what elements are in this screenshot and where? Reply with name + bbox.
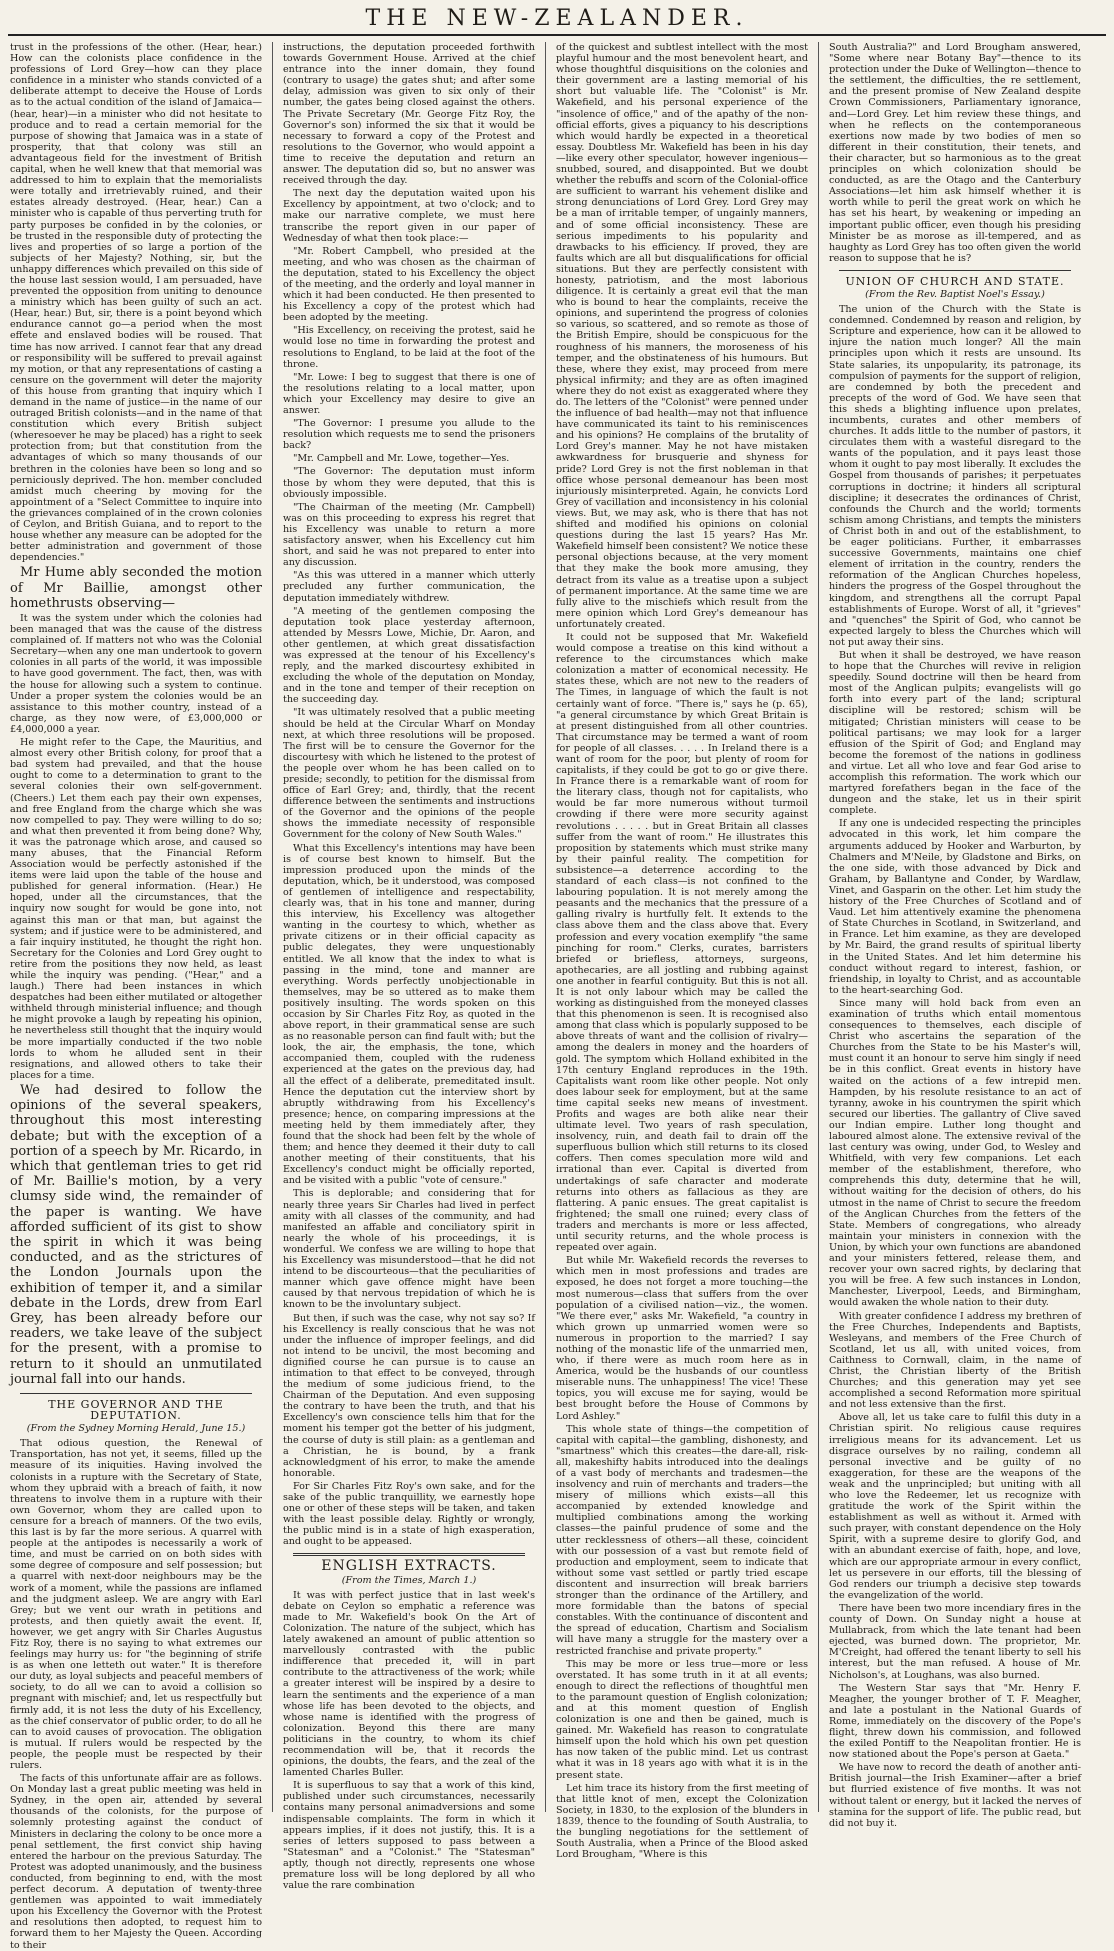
article-paragraph: The union of the Church with the State is condemned. Condemned by reason and religion, by Scripture and experience, how can it be allowed to injure the nation much longer? All the main principles upon which it rests are unsound. Its State salaries, its unpopularity, its patronage, its compulsion of payments for the support of religion, are condemned by both the precedent and precepts of the word of God. We have seen that this sheds a blighting influence upon prelates, incumbents, curates and other members of churches. It adds little to the number of pastors, it circulates them with a wasteful disregard to the wants of the population, and it pays least those whom it ought to pay most liberally. It excludes the Gospel from thousands of parishes; it perpetuates corruptions in doctrine; it hinders all scriptural discipline; it desecrates the ordinances of Christ, confounds the Church and the world; torments schism among Christians, and tempts the ministers of Christ both in and out of the establishment, to be eager politicians. Further, it embarrasses successive Governments, maintains one chief element of irritation in the country, renders the reformation of the Anglican Churches hopeless, hinders the progress of the Gospel throughout the kingdom, and strengthens all the corrupt Papal establishments of Europe. Worst of all, it "grieves" and "quenches" the Spirit of God, who cannot be expected largely to bless the Churches which will not put away their sins. — [829, 304, 1081, 648]
article-heading: THE GOVERNOR AND THE DEPUTATION. — [48, 1398, 224, 1423]
article-paragraph: The facts of this unfortunate affair are as follows. On Monday last a great public meeting was held in Sydney, in the open air, attended by several thousands of the colonists, for the purpose of solemnly protesting against the conduct of Ministers in declaring the colony to be once more a penal settlement, the first convict ship having entered the harbour on the previous Saturday. The Protest was adopted unanimously, and the business conducted, from beginning to end, with the most perfect decorum. A deputation of twenty-three gentlemen was appointed to wait immediately upon his Excellency the Governor with the Protest and resolutions then adopted, to request him to forward them to her Majesty the Queen. According to their — [10, 1773, 262, 1951]
article-paragraph: With greater confidence I address my brethren of the Free Churches, Independents and Baptists, Wesleyans, and members of the Free Church of Scotland, let us all, with united voices, from Caithness to Cornwall, claim, in the name of Christ, the Christian liberty of the British Churches; and this generation may yet see accomplished a second Reformation more spiritual and not less extensive than the first. — [829, 1310, 1081, 1411]
article-paragraph: "A meeting of the gentlemen composing the deputation took place yesterday afternoon, attended by Messrs Lowe, Michie, Dr. Aaron, and other gentlemen, at which great dissatisfaction was expressed at the tenour of his Excellency's reply, and the marked discourtesy exhibited in excluding the whole of the deputation on Monday, and in the tone and temper of their reception on the succeeding day. — [283, 605, 535, 706]
article-paragraph: It was the system under which the colonies had been managed that was the cause of the distress complained of. If matters not who was the Colonial Secretary—when any one man undertook to govern colonies in all parts of the world, it was impossible to have good government. The fact, then, was with the house for allowing such a system to continue. Under a proper system the colonies would be an assistance to this mother country, instead of a charge, as they now were, of £3,000,000 or £4,000,000 a year. — [10, 613, 262, 735]
article-paragraph: What this Excellency's intentions may have been is of course best known to himself. But the impression produced upon the minds of the deputation, which, be it understood, was composed of gentlemen of intelligence and respectability, clearly was, that in his tone and manner, during this interview, his Excellency was altogether wanting in the courtesy to which, whether as private citizens or in their official capacity as public delegates, they were unquestionably entitled. We all know that the index to what is passing in the mind, tone and manner are everything. Words perfectly unobjectionable in themselves, may be so uttered as to make them positively insulting. The words spoken on this occasion by Sir Charles Fitz Roy, as quoted in the above report, in their grammatical sense are such as no reasonable person can find fault with; but the look, the air, the emphasis, the tone, which accompanied them, coupled with the rudeness experienced at the gates on the previous day, had all the effect of a deliberate, premeditated insult. Hence the deputation cut the interview short by abruptly withdrawing from his Excellency's presence; hence, on comparing impressions at the meeting held by them immediately after, they found that the shock had been felt by the whole of them; and hence they deemed it their duty to call another meeting of their constituents, that his Excellency's conduct might be officially reported, and be visited with a public "vote of censure." — [283, 842, 535, 1187]
article-source: (From the Sydney Morning Herald, June 15.) — [26, 1423, 246, 1435]
article-paragraph: "The Governor: The deputation must inform those by whom they were deputed, that this is obviously impossible. — [283, 466, 535, 500]
article-paragraph: This may be more or less true—more or less overstated. It has some truth in it at all events; enough to direct the reflections of thoughtful men to the paramount question of English colonization; and at this moment question of English colonization is one and then be gained, much is gained. Mr. Wakefield has reason to congratulate himself upon the hold which his own pet question has now taken of the public mind. Let us contrast what it was in 18 years ago with what it is in the present state. — [556, 1658, 808, 1781]
article-paragraph: "Mr. Campbell and Mr. Lowe, together—Yes. — [293, 453, 510, 465]
article-paragraph: If any one is undecided respecting the principles advocated in this work, let him compare the arguments adduced by Hooker and Warburton, by Chalmers and M'Neile, by Gladstone and Birks, on the one side, with those advanced by Dick and Graham, by Ballantyne and Conder, by Wardlaw, Vinet, and Gasparin on the other. Let him study the history of the Free Churches of Scotland and of Vaud. Let him attentively examine the phenomena of State Churches in Scotland, in Switzerland, and in France. Let him examine, as they are developed by Mr. Baird, the grand results of spiritual liberty in the United States. And let him determine his conduct without regard to interest, fashion, or friendship, in loyalty to Christ, and as accountable to the heart-searching God. — [829, 818, 1081, 996]
article-source: (From the Times, March 1.) — [341, 1574, 477, 1586]
article-paragraph: Let him trace its history from the first meeting of that little knot of men, except the Colonization Society, in 1830, to the explosion of the blunders in 1839, thence to the founding of South Australia, to the bungling negotiations for the settlement of South Australia, when a Prince of the Blood asked Lord Brougham, "Where is this — [556, 1782, 808, 1861]
article-paragraph: Mr Hume ably seconded the motion of Mr Baillie, amongst other homethrusts observing— — [10, 565, 262, 611]
column-4 — [829, 42, 1082, 1829]
article-paragraph: The Western Star says that "Mr. Henry F. Meagher, the younger brother of T. F. Meagher, and late a postulant in the National Guards of Rome, immediately on the discovery of the Pope's flight, threw down his commission, and followed the exiled Pontiff to the Neapolitan frontier. He is now stationed about the Pope's person at Gaeta." — [829, 1682, 1081, 1761]
article-paragraph: It was with perfect justice that in last week's debate on Ceylon so emphatic a reference was made to Mr. Wakefield's book On the Art of Colonization. The nature of the subject, which has lately awakened an amount of public attention so marvellously contrasted with the public indifference that preceded it, will in part contribute to the attractiveness of the work; while a greater interest will be inspired by a desire to learn the sentiments and the experience of a man whose life has been devoted to the objects, and whose name is identified with the progress of colonization. Beyond this there are many politicians in the country, to whom its chief recommendation will be, that it records the opinions, the doubts, the fears, and the zeal of the lamented Charles Buller. — [283, 1589, 535, 1779]
column-divider — [545, 42, 546, 1812]
article-paragraph: Above all, let us take care to fulfil this duty in a Christian spirit. No religious cause requires irreligious means for its advancement. Let us disgrace ourselves by no railing, condemn all personal invective and be guilty of no exaggeration, for these are the weapons of the weak and the unprincipled; but uniting with all who love the Redeemer, let us recognize with gratitude the work of the Spirit within the establishment as well as without it. Armed with such prayer, with constant dependence on the Holy Spirit, with a supreme desire to glorify God, and with an abundant exercise of faith, hope, and love, which are our appropriate armour in every conflict, let us persevere in our efforts, till the blessing of God renders our triumph a decisive step towards the evangelization of the world. — [829, 1412, 1081, 1601]
article-paragraph: instructions, the deputation proceeded forthwith towards Government House. Arrived at the chief entrance into the inner domain, they found (contrary to usage) the gates shut; and after some delay, admission was given to six only of their number, the gates being closed against the others. The Private Secretary (Mr. George Fitz Roy, the Governor's son) informed the six that it would be necessary to forward a copy of the Protest and resolutions to the Governor, who would appoint a time to receive the deputation and return an answer. The deputation did so, but no answer was received through the day. — [283, 42, 535, 187]
article-paragraph: He might refer to the Cape, the Mauritius, and almost every other British colony, for proof that a bad system had prevailed, and that the house ought to come to a determination to grant to the several colonies their own self-government. (Cheers.) Let them each pay their own expenses, and free England from the charge which she was now compelled to pay. They were willing to do so; and what then prevented it from being done? Why, it was the patronage which arose, and caused so many abuses, that the Financial Reform Association would be perfectly astonished if the items were laid upon the table of the house and published for general information. (Hear.) He hoped, under all the circumstances, that the inquiry now sought for would be gone into, not against this man or that man, but against the system; and if justice were to be administered, and a fair inquiry instituted, he thought the right hon. Secretary for the Colonies and Lord Grey ought to retire from the positions they now held, as least while the inquiry was pending. ("Hear," and a laugh.) There had been instances in which despatches had been either mutilated or altogether withheld through ministerial influence; and though he might provoke a laugh by repeating his opinion, he nevertheless still thought that the inquiry would be more impartially conducted if the two noble lords to whom he alluded sent in their resignations, and allowed others to take their places for a time. — [10, 737, 262, 1081]
article-paragraph: This whole state of things—the competition of capital with capital—the gambling, dishonesty, and "smartness" which this creates—the dare-all, risk-all, makeshifty habits introduced into the dealings of a vast body of merchants and tradesmen—the insolvency and ruin of merchants and traders—the misery of millions which exists—all this accompanied by extended knowledge and multiplied combinations among the working classes—the painful prudence of some and the utter recklessness of others—all these, coincident with our possession of a vast but remote field of production and employment, seem to indicate that without some vast settled or partly tried escape discontent and insurrection will break barriers stronger than the ordinance of the Artillery, and more formidable than the batons of special constables. With the continuance of discontent and the spread of education, Chartism and Socialism will have many a struggle for the mastery over a restricted franchise and private property." — [556, 1423, 808, 1657]
column-1 — [10, 42, 263, 1951]
article-source: (From the Rev. Baptist Noel's Essay.) — [865, 288, 1045, 300]
masthead — [8, 0, 1106, 38]
article-paragraph: That odious question, the Renewal of Transportation, has not yet, it seems, filled up the measure of its iniquities. Having involved the colonists in a rupture with the Secretary of State, whom they upbraid with a breach of faith, it now threatens to involve them in a rupture with their own Governor, whom they are called upon to censure for a breach of manners. Of the two evils, this last is by far the more serious. A quarrel with people at the antipodes is necessarily a work of time, and must be carried on on both sides with some degree of composure and self possession; but a quarrel with next-door neighbours may be the work of a moment, while the passions are inflamed and the judgment asleep. We are angry with Earl Grey; but we vent our wrath in petitions and protests, and then quietly await the event. If, however, we get angry with Sir Charles Augustus Fitz Roy, there is no saying to what extremes our feelings may hurry us: for "the beginning of strife is as when one letteth out water." It is therefore our duty, as loyal subjects and peaceful members of society, to do all we can to avoid a collision so pregnant with mischief; and, let us respectfully but firmly add, it is not less the duty of his Excellency, as the chief conservator of public order, to do all he can to avoid causes of provocation. The obligation is mutual. If rulers would be respected by the people, the people must be respected by their rulers. — [10, 1438, 263, 1772]
article-paragraph: "It was ultimately resolved that a public meeting should be held at the Circular Wharf on Monday next, at which three resolutions will be proposed. The first will be to censure the Governor for the discourtesy with which he listened to the protest of the people over whom he has been called on to preside; secondly, to petition for the dismissal from office of Earl Grey; and, thirdly, that the recent difference between the sentiments and instructions of the Governor and the opinions of the people shows the immediate necessity of responsible Government for the colony of New South Wales." — [283, 707, 535, 841]
article-heading: UNION OF CHURCH AND STATE. — [845, 274, 1065, 288]
article-paragraph: "As this was uttered in a manner which utterly precluded any further communication, the deputation immediately withdrew. — [283, 570, 535, 604]
section-divider — [839, 270, 1071, 271]
masthead-rule — [8, 34, 1106, 36]
article-paragraph: "The Governor: I presume you allude to the resolution which requests me to send the prisoners back? — [283, 418, 535, 452]
newspaper-title: THE NEW-ZEALANDER. — [365, 6, 749, 31]
article-paragraph: "His Excellency, on receiving the protest, said he would lose no time in forwarding the protest and resolutions to England, to be laid at the foot of the throne. — [283, 325, 535, 370]
section-divider — [293, 1553, 525, 1556]
article-paragraph: "Mr. Lowe: I beg to suggest that there is one of the resolutions relating to a local matter, upon which your Excellency may desire to give an answer. — [283, 371, 535, 416]
article-paragraph: But while Mr. Wakefield records the reverses to which men in most professions and trades are exposed, he does not forget a more touching—the most numerous—class that suffers from the over population of a civilised nation—viz., the women. "We there ever," asks Mr. Wakefield, "a country in which grown up unmarried women were so numerous in proportion to the married? I say nothing of the monastic life of the unmarried men, who, if there were as much room here as in America, would be the husbands of our countless miserable nuns. The unhappiness! The vice! These topics, you will excuse me for saying, would be best brought before the House of Commons by Lord Ashley." — [556, 1255, 808, 1422]
article-paragraph: trust in the professions of the other. (Hear, hear.) How can the colonists place confidence in the professions of Lord Grey—how can they place confidence in a minister who stands convicted of a deliberate attempt to deceive the House of Lords as to the actual condition of the island of Jamaica—(hear, hear)—in a minister who did not hesitate to produce and to read a certain memorial for the purpose of showing that Jamaica was in a state of prosperity, that that colony was still an advantageous field for the investment of British capital, when he well knew that that memorial was addressed to him to explain that the memorialists were totally and irretrievably ruined, and their estates already destroyed. (Hear, hear.) Can a minister who is capable of thus perverting truth for party purposes be confided in by the colonies, or be trusted in the responsible duty of protecting the lives and properties of so large a portion of the subjects of her Majesty? Nothing, sir, but the unhappy differences which prevailed on this side of the house last session would, I am persuaded, have prevented the opposition from uniting to denounce a ministry which has been guilty of such an act. (Hear, hear.) But, sir, there is a point beyond which endurance cannot go—a period when the most effete and enslaved bodies will be roused. That time has now arrived. I cannot fear that any dread or responsibility will be suffered to prevail against my motion, or that any representations of casting a censure on the government will deter the majority of this house from granting that inquiry which I demand in the name of justice—in the name of our outraged British colonists—and in the name of that constitution which every British subject (wheresoever he may be placed) has a right to seek protection from; but that constitution from the advantages of which so many thousands of our brethren in the colonies have been so long and so perniciously deprived. The hon. member concluded amidst much cheering by moving for the appointment of a "Select Committee to inquire into the grievances complained of in the crown colonies of Ceylon, and British Guiana, and to report to the house whether any measure can be adopted for the better administration and government of those dependencies." — [10, 42, 262, 564]
article-paragraph: The next day the deputation waited upon his Excellency by appointment, at two o'clock; and to make our narrative complete, we must here transcribe the report given in our paper of Wednesday of what then took place:— — [283, 188, 535, 244]
article-heading: ENGLISH EXTRACTS. — [321, 1558, 497, 1575]
article-paragraph: We have now to record the death of another anti-British journal—the Irish Examiner—after a brief but flurried existence of five months. It was not without talent or energy, but it lacked the nerves of stamina for the support of life. The public read, but did not buy it. — [829, 1762, 1081, 1829]
column-2 — [283, 42, 536, 1892]
section-divider — [20, 1393, 252, 1394]
article-paragraph: But when it shall be destroyed, we have reason to hope that the Churches will revive in religion speedily. Sound doctrine will then be heard from most of the Anglican pulpits; evangelists will go forth into every part of the land; scriptural discipline will be restored; schism will be mitigated; Christian ministers will cease to be political partisans; we may look for a larger effusion of the Spirit of God; and England may become the foremost of the nations in godliness and virtue. Let all who love and fear God arise to accomplish this reformation. The work which our martyred forefathers began in the face of the dungeon and the stake, let us in their spirit complete. — [829, 649, 1081, 817]
article-paragraph: It could not be supposed that Mr. Wakefield would compose a treatise on this kind without a reference to the circumstances which make colonization a matter of economical necessity. He states these, which are not new to the readers of The Times, in language of which the fault is not certainly want of force. "There is," says he (p. 65), "a general circumstance by which Great Britain is at present distinguished from all other countries. That circumstance may be termed a want of room for people of all classes. . . . . In Ireland there is a want of room for the poor, but plenty of room for capitalists, if they could be got to go or give there. In France there is a remarkable want of room for the literary class, though not for capitalists, who would be far more numerous without turmoil crowding if there were more security against revolutions . . . . . but in Great Britain all classes suffer from the want of room." He illustrates this proposition by statements which must strike many by their painful reality. The competition for subsistence—a deterrence according to the standard of each class—is not confined to the labouring population. It is not merely among the peasants and the mechanics that the pressure of a galling rivalry is hurtfully felt. It extends to the class above them and the class above that. Every profession and every vocation exemplify "the same pinching for room." Clerks, curates, barristers briefed or briefless, attorneys, surgeons, apothecaries, are all jostling and rubbing against one another in fearful contiguity. But this is not all. It is not only labour which may be called the working as distinguished from the moneyed classes that this phenomenon is seen. It is recognised also among that class which is popularly supposed to be above threats of want and the collision of rivalry—among the dealers in money and the hoarders of gold. The symptom which Holland exhibited in the 17th century England reproduces in the 19th. Capitalists want room like other people. Not only does labour seek for employment, but at the same time capital seeks new means of investment. Profits and wages are both alike near their ultimate level. Two years of rash speculation, insolvency, ruin, and death fail to drain off the superfluous bullion which still returns to its closed coffers. Then comes speculation more wild and irrational than ever. Capital is diverted from undertakings of safe character and moderate returns into others as fallacious as they are flattering. A panic ensues. The great capitalist is frightened; the small one ruined; every class of traders and merchants is more or less affected, until security returns, and the whole process is repeated over again. — [556, 631, 808, 1254]
column-divider — [818, 42, 819, 1812]
column-3 — [556, 42, 808, 1861]
article-paragraph: But then, if such was the case, why not say so? If his Excellency is really conscious that he was not under the influence of improper feelings, and did not intend to be uncivil, the most becoming and dignified course he can pursue is to cause an intimation to that effect to be conveyed, through the medium of some judicious friend, to the Chairman of the Deputation. And even supposing the contrary to have been the truth, and that his Excellency's own conscience tells him that for the moment his temper got the better of his judgment, the course of duty is still plain: as a gentleman and a Christian, he is bound, by a frank acknowledgment of his error, to make the amende honorable. — [283, 1312, 535, 1479]
column-divider — [272, 42, 273, 1812]
article-paragraph: For Sir Charles Fitz Roy's own sake, and for the sake of the public tranquillity, we earnestly hope one or other of these steps will be taken, and taken with the least possible delay. Rightly or wrongly, the public mind is in a state of high exasperation, and ought to be appeased. — [283, 1480, 535, 1548]
article-paragraph: There have been two more incendiary fires in the county of Down. On Sunday night a house at Mullabrack, from which the late tenant had been ejected, was burned down. The proprietor, Mr. M'Creight, had offered the tenant liberty to sell his interest, but the man refused. A house of Mr. Nicholson's, at Loughans, was also burned. — [829, 1602, 1081, 1681]
article-paragraph: "Mr. Robert Campbell, who presided at the meeting, and who was chosen as the chairman of the deputation, stated to his Excellency the object of the meeting, and the orderly and loyal manner in which it had been conducted. He then presented to his Excellency a copy of the protest which had been adopted by the meeting. — [283, 245, 536, 324]
article-paragraph: This is deplorable; and considering that for nearly three years Sir Charles had lived in perfect amity with all classes of the community, and had manifested an affable and conciliatory spirit in nearly the whole of his proceedings, it is wonderful. We confess we are willing to hope that his Excellency was misunderstood—that he did not intend to be discourteous—that the peculiarities of manner which gave offence might have been caused by that nervous trepidation of which he is known to be the involuntary subject. — [283, 1188, 535, 1311]
article-paragraph: It is superfluous to say that a work of this kind, published under such circumstances, necessarily contains many personal animadversions and some indispensable complaints. The form in which it appears implies, if it does not justify, this. It is a series of letters supposed to pass between a "Statesman" and a "Colonist." The "Statesman" aptly, though not directly, represents one whose premature loss will be long deplored by all who value the rare combination — [283, 1780, 535, 1892]
article-paragraph: of the quickest and subtlest intellect with the most playful humour and the most benevolent heart, and whose thoughtful disquisitions on the colonies and their government are a lasting memorial of his short but valuable life. The "Colonist" is Mr. Wakefield, and his personal experience of the "insolence of office," and of the apathy of the non-official efforts, gives a piquancy to his descriptions which would hardly be expected in a theoretical essay. Doubtless Mr. Wakefield has been in his day—like every other speculator, however ingenious—snubbed, soured, and disappointed. But we doubt whether the rebuffs and scorn of the Colonial-office are sufficient to warrant his vehement dislike and strong denunciations of Lord Grey. Lord Grey may be a man of irritable temper, of ungainly manners, and of some official inconsistency. These are serious impediments to his popularity and drawbacks to his efficiency. If proved, they are faults which are all but disqualifications for official situations. But they are perfectly consistent with honesty, patriotism, and the most laborious diligence. It is certainly a great evil that the man who is bound to hear the complaints, receive the opinions, and superintend the progress of colonies so various, so scattered, and so remote as those of the British Empire, should be conspicuous for the roughness of his manners, the moroseness of his temper, and the obstinateness of his humours. But these, where they exist, may proceed from mere physical infirmity; and they are as often imagined where they do not exist as exaggerated where they do. The letters of the "Colonist" were penned under the influence of bad health—may not that influence have communicated its taint to his reminiscences and his opinions? He complains of the brutality of Lord Grey's manner. May he not have mistaken awkwardness for brusquerie and shyness for pride? Lord Grey is not the first nobleman in that office whose personal demeanour has been most injuriously misinterpreted. Again, he convicts Lord Grey of vacillation and inconsistency in his colonial views. But, we may ask, who is there that has not shifted and modified his opinions on colonial questions during the last 15 years? Has Mr. Wakefield himself been consistent? We notice these personal objections because, at the very moment that they make the book more amusing, they detract from its value as a treatise upon a subject of permanent importance. At the same time we are fully alive to the mischiefs which result from the mere opinion which Lord Grey's demeanour has unfortunately created. — [556, 42, 808, 630]
editorial-paragraph: We had desired to follow the opinions of the several speakers, throughout this most interesting debate; but with the exception of a portion of a speech by Mr. Ricardo, in which that gentleman tries to get rid of Mr. Baillie's motion, by a very clumsy side wind, the remainder of the paper is wanting. We have afforded sufficient of its gist to show the spirit in which it was being conducted, and as the strictures of the London Journals upon the exhibition of temper it, and a similar debate in the Lords, drew from Earl Grey, has been already before our readers, we take leave of the subject for the present, with a promise to return to it should an unmutilated journal fall into our hands. — [10, 1082, 262, 1387]
article-paragraph: South Australia?" and Lord Brougham answered, "Some where near Botany Bay"—thence to its protection under the Duke of Wellington—thence to the settlement, the difficulties, the re settlement, and the present promise of New Zealand despite Crown Commissioners, Parliamentary ignorance, and—Lord Grey. Let him review these things, and when he reflects on the contemporaneous exertions now made by two bodies of men so different in their constitution, their tenets, and their character, but so harmonious as to the great principles on which colonization should be conducted, as are the Otago and the Canterbury Associations—let him ask himself whether it is worth while to peril the great work on which he has set his heart, by weakening or impeding an important public officer, even though his presiding Minister be as morose as ill-tempered, and as haughty as Lord Grey has too often given the world reason to suppose that he is? — [829, 42, 1082, 264]
article-paragraph: "The Chairman of the meeting (Mr. Campbell) was on this proceeding to express his regret that his Excellency was unable to return a more satisfactory answer, when his Excellency cut him short, and said he was not prepared to enter into any discussion. — [283, 501, 535, 569]
article-paragraph: Since many will hold back from even an examination of truths which entail momentous consequences to themselves, each disciple of Christ who ascertains the separation of the Churches from the State to be his Master's will, must count it an honour to serve him singly if need be in this conflict. Great events in history have waited on the actions of a few intrepid men. Hampden, by his resolute resistance to an act of tyranny, awoke in his countrymen the spirit which secured our liberties. The gallantry of Clive saved our Indian empire. Luther long thought and laboured almost alone. The extensive revival of the last century was owing, under God, to Wesley and Whitfield, with very few companions. Let each member of the establishment, therefore, who comprehends this duty, determine that he will, without waiting for the decision of others, do his utmost in the name of Christ to secure the freedom of the Anglican Churches from the fetters of the State. Members of congregations, who already maintain your ministers in connexion with the Union, by which your own functions are abandoned and your ministers fettered, release them, and recover your own sacred rights, by declaring that you will be free. A few such instances in London, Manchester, Liverpool, Leeds, and Birmingham, would awaken the whole nation to their duty. — [829, 997, 1081, 1309]
